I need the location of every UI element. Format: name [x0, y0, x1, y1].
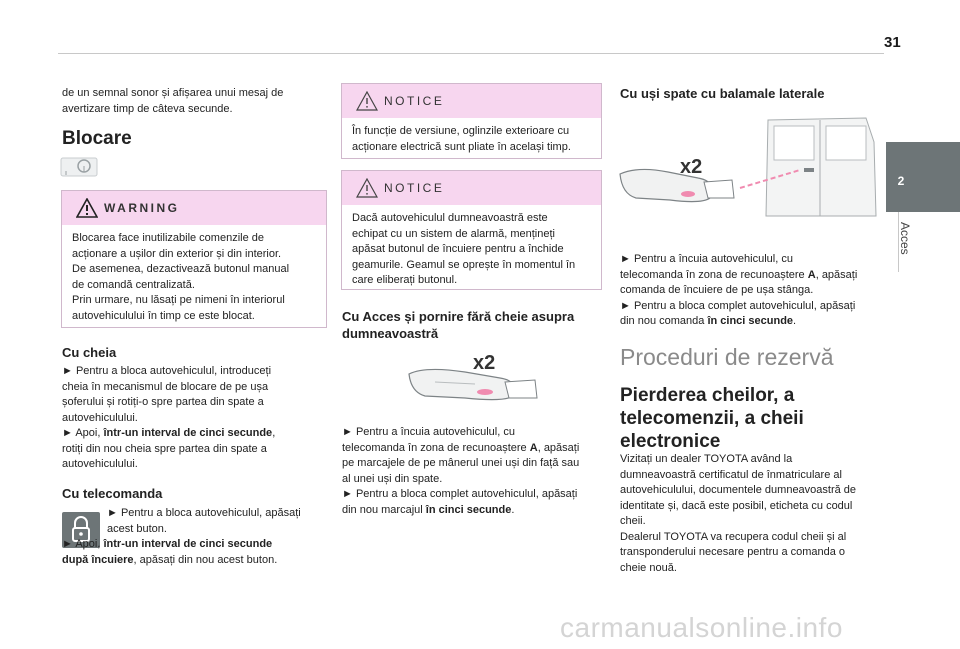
text-line: după încuiere, apăsați din nou acest buton.	[62, 553, 278, 566]
chapter-number: 2	[897, 174, 905, 188]
subheading-keyless	[342, 308, 607, 342]
text-line: Dealerul TOYOTA va recupera codul cheii și al	[620, 530, 847, 543]
warning-header	[62, 191, 326, 225]
text-line: autovehiculului.	[62, 458, 138, 470]
notice-title: NOTICE	[384, 181, 445, 195]
header-rule	[58, 53, 884, 54]
heading-line: dumneavoastră	[342, 326, 439, 341]
text-line: autovehiculului.	[62, 411, 138, 424]
notice-triangle-icon	[356, 91, 378, 116]
intro-text: de un semnal sonor și afișarea unui mesaj de avertizare timp de câteva secunde.	[62, 87, 284, 115]
keyless-instructions	[342, 425, 612, 518]
notice-line: acționare electrică sunt pliate în același timp.	[352, 140, 571, 153]
section-heading-backup: Proceduri de rezervă	[620, 344, 834, 370]
text-line: ► Pentru a încuia autovehiculul, cu	[342, 426, 515, 438]
side-door-instructions	[620, 252, 882, 330]
text-line: telecomanda în zona de recunoaștere A, apăsați	[342, 441, 580, 454]
text-line: comanda de încuiere de pe ușa stânga.	[620, 284, 814, 296]
warning-line: autovehiculului în timp ce este blocat.	[72, 309, 255, 322]
door-handle-illustration	[405, 352, 545, 417]
chapter-label: Acces	[898, 222, 912, 255]
text-line: cheie nouă.	[620, 561, 677, 574]
notice-line: geamurile. Geamul se oprește în momentul în	[352, 258, 576, 271]
notice-header	[342, 171, 601, 205]
notice-title: NOTICE	[384, 94, 445, 108]
notice-box-1	[341, 83, 602, 159]
warning-line: De asemenea, dezactivează butonul manual	[72, 263, 290, 275]
warning-line: Prin urmare, nu lăsați pe nimeni în interiorul	[72, 294, 285, 306]
heading-line: Pierderea cheilor, a	[620, 385, 795, 406]
section-heading-lost-keys	[620, 384, 880, 453]
text-line: rotiți din nou cheia spre partea din spate a	[62, 442, 267, 455]
text-line: ► Pentru a bloca autovehiculul, apăsați	[107, 507, 301, 519]
text-line: din nou marcajul în cinci secunde.	[342, 503, 515, 516]
text-line: ► Apoi, într-un interval de cinci secunde,	[62, 427, 276, 439]
text-line: acest buton.	[107, 522, 167, 535]
warning-line: de comandă centralizată.	[72, 278, 195, 291]
notice-box-2	[341, 170, 602, 290]
press-twice-label: x2	[680, 156, 703, 178]
car-steering-icon	[60, 156, 100, 183]
warning-box	[61, 190, 327, 328]
text-line: cheii.	[620, 515, 646, 527]
remote-instructions-a	[107, 506, 337, 537]
text-line: dumneavoastră certificatul de înmatriculare al	[620, 468, 842, 481]
warning-line: Blocarea face inutilizabile comenzile de	[72, 232, 264, 244]
text-line: identitate și, dacă este posibil, eticheta cu codul	[620, 499, 853, 512]
notice-line: Dacă autovehiculul dumneavoastră este	[352, 212, 548, 224]
text-line: Vizitați un dealer TOYOTA având la	[620, 453, 793, 465]
notice-line: echipat cu un sistem de alarmă, mențineți	[352, 227, 555, 240]
warning-title: WARNING	[104, 201, 180, 215]
text-line: șoferului și rotiți-o spre partea din spate a	[62, 396, 264, 408]
text-line: cheia în mecanismul de blocare de pe ușa	[62, 380, 269, 393]
text-line: ► Pentru a încuia autovehiculul, cu	[620, 253, 793, 265]
notice-header	[342, 84, 601, 118]
text-line: ► Pentru a bloca autovehiculul, introduceți	[62, 365, 272, 377]
lost-keys-text	[620, 452, 882, 576]
section-heading-blocare: Blocare	[62, 128, 132, 149]
text-line: ► Apoi, într-un interval de cinci secunde	[62, 538, 273, 550]
van-rear-doors-illustration	[618, 112, 880, 227]
subheading-side-doors: Cu uși spate cu balamale laterale	[620, 86, 825, 101]
press-twice-label: x2	[473, 352, 496, 374]
notice-line: În funcție de versiune, oglinzile exterioare cu	[352, 125, 570, 137]
watermark: carmanualsonline.info	[560, 612, 843, 643]
subheading-cu-cheia: Cu cheia	[62, 345, 117, 360]
warning-line: acționare a ușilor din exterior și din interior.	[72, 247, 282, 260]
text-line: ► Pentru a bloca complet autovehiculul, apăsați	[620, 299, 856, 312]
text-line: transponderului necesare pentru a comanda o	[620, 546, 846, 558]
text-line: ► Pentru a bloca complet autovehiculul, apăsați	[342, 488, 578, 500]
subheading-cu-telecomanda: Cu telecomanda	[62, 486, 163, 501]
notice-line: apăsat butonul de încuiere pentru a închide	[352, 243, 564, 255]
heading-line: telecomenzii, a cheii	[620, 408, 804, 429]
notice-triangle-icon	[356, 178, 378, 203]
heading-line: electronice	[620, 431, 721, 452]
notice-line: care eliberați butonul.	[352, 274, 458, 286]
text-line: pe marcajele de pe mânerul unei uși din față sau	[342, 457, 580, 469]
remote-instructions-b	[62, 537, 332, 568]
text-line: telecomanda în zona de recunoaștere A, apăsați	[620, 268, 858, 281]
text-line: din nou comanda în cinci secunde.	[620, 315, 797, 327]
text-line: autovehiculului, documentele dumneavoastră de	[620, 484, 857, 496]
heading-line: Cu Acces și pornire fără cheie asupra	[342, 309, 575, 324]
page-number: 31	[884, 34, 901, 51]
warning-triangle-icon	[76, 198, 98, 223]
text-line: al unei uși din spate.	[342, 472, 443, 485]
key-instructions	[62, 364, 332, 473]
